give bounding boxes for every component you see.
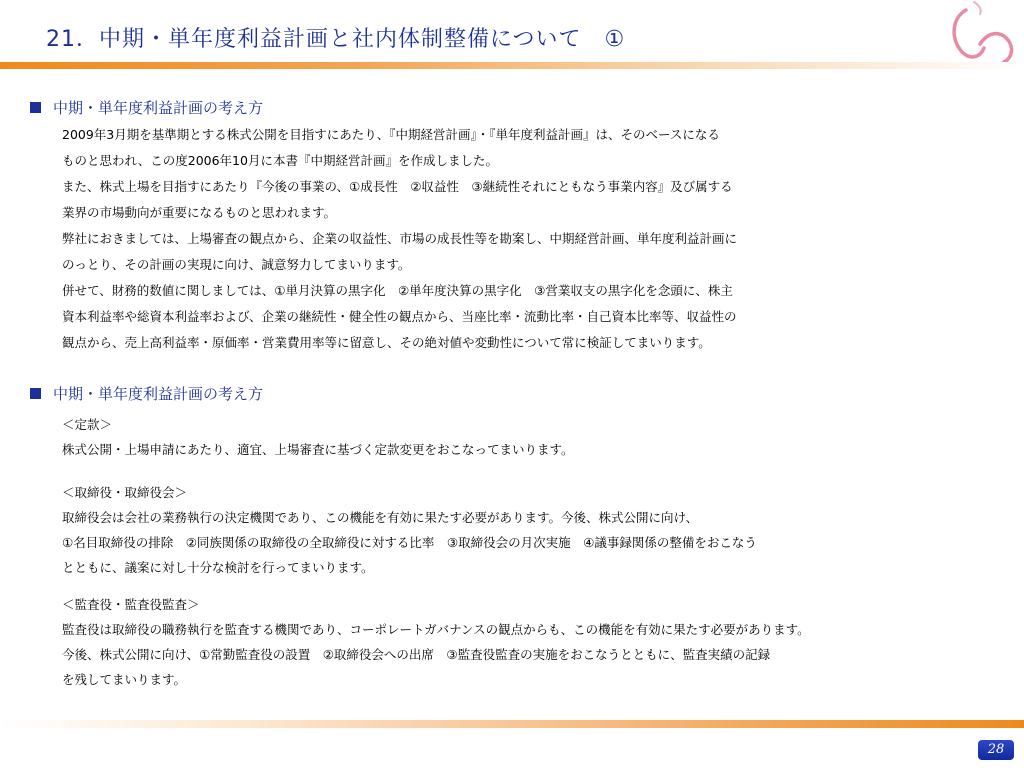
section1-line: 2009年3月期を基準期とする株式公開を目指すにあたり、『中期経営計画』・『単年度利益計画』は、そのベースになる	[62, 127, 720, 142]
section1-line: 弊社におきましては、上場審査の観点から、企業の収益性、市場の成長性等を勘案し、中期経営計画、単年度利益計画に	[62, 231, 738, 246]
section2-heading-text: 中期・単年度利益計画の考え方	[53, 385, 264, 403]
articles-line: 株式公開・上場申請にあたり、適宜、上場審査に基づく定款変更をおこなってまいります。	[62, 442, 574, 457]
section1-line: 観点から、売上高利益率・原価率・営業費用率等に留意し、その絶対値や変動性について常に検証してまいります。	[62, 335, 711, 350]
auditors-line: 今後、株式公開に向け、①常勤監査役の設置 ②取締役会への出席 ③監査役監査の実施をおこなうとともに、監査実績の記録	[62, 647, 771, 662]
page-number: 28	[978, 740, 1014, 760]
header-divider	[0, 62, 1024, 69]
section2-heading	[30, 383, 263, 404]
directors-block	[62, 480, 757, 580]
directors-line: とともに、議案に対し十分な検討を行ってまいります。	[62, 560, 374, 575]
section1-line: また、株式上場を目指すにあたり『今後の事業の、①成長性 ②収益性 ③継続性それにともなう事業内容』及び属する	[62, 179, 733, 194]
square-bullet-icon	[30, 102, 41, 113]
articles-heading: ＜定款＞	[62, 417, 113, 432]
section1-body	[62, 122, 737, 356]
section1-line: 併せて、財務的数値に関しましては、①単月決算の黒字化 ②単年度決算の黒字化 ③営業収支の黒字化を念頭に、株主	[62, 283, 733, 298]
directors-line: ①名目取締役の排除 ②同族関係の取締役の全取締役に対する比率 ③取締役会の月次実施 ④議事録関係の整備をおこなう	[62, 535, 757, 550]
section1-line: のっとり、その計画の実現に向け、誠意努力してまいります。	[62, 257, 411, 272]
auditors-line: 監査役は取締役の職務執行を監査する機関であり、コーポレートガバナンスの観点からも、この機能を有効に果たす必要があります。	[62, 622, 810, 637]
slide-title: 21．中期・単年度利益計画と社内体制整備について ①	[46, 27, 626, 52]
section1-heading	[30, 97, 263, 118]
articles-block	[62, 412, 574, 462]
section1-line: 資本利益率や総資本利益率および、企業の継続性・健全性の観点から、当座比率・流動比率・自己資本比率等、収益性の	[62, 309, 737, 324]
auditors-line: を残してまいります。	[62, 672, 187, 687]
auditors-block	[62, 592, 810, 692]
square-bullet-icon	[30, 388, 41, 399]
auditors-heading: ＜監査役・監査役監査＞	[62, 597, 200, 612]
section1-line: ものと思われ、この度2006年10月に本書『中期経営計画』を作成しました。	[62, 153, 498, 168]
section1-heading-text: 中期・単年度利益計画の考え方	[53, 99, 264, 117]
footer-divider	[0, 720, 1024, 728]
directors-line: 取締役会は会社の業務執行の決定機関であり、この機能を有効に果たす必要があります。今後、株式公開に向け、	[62, 510, 699, 525]
section1-line: 業界の市場動向が重要になるものと思われます。	[62, 205, 337, 220]
company-logo	[944, 0, 1024, 64]
directors-heading: ＜取締役・取締役会＞	[62, 485, 188, 500]
